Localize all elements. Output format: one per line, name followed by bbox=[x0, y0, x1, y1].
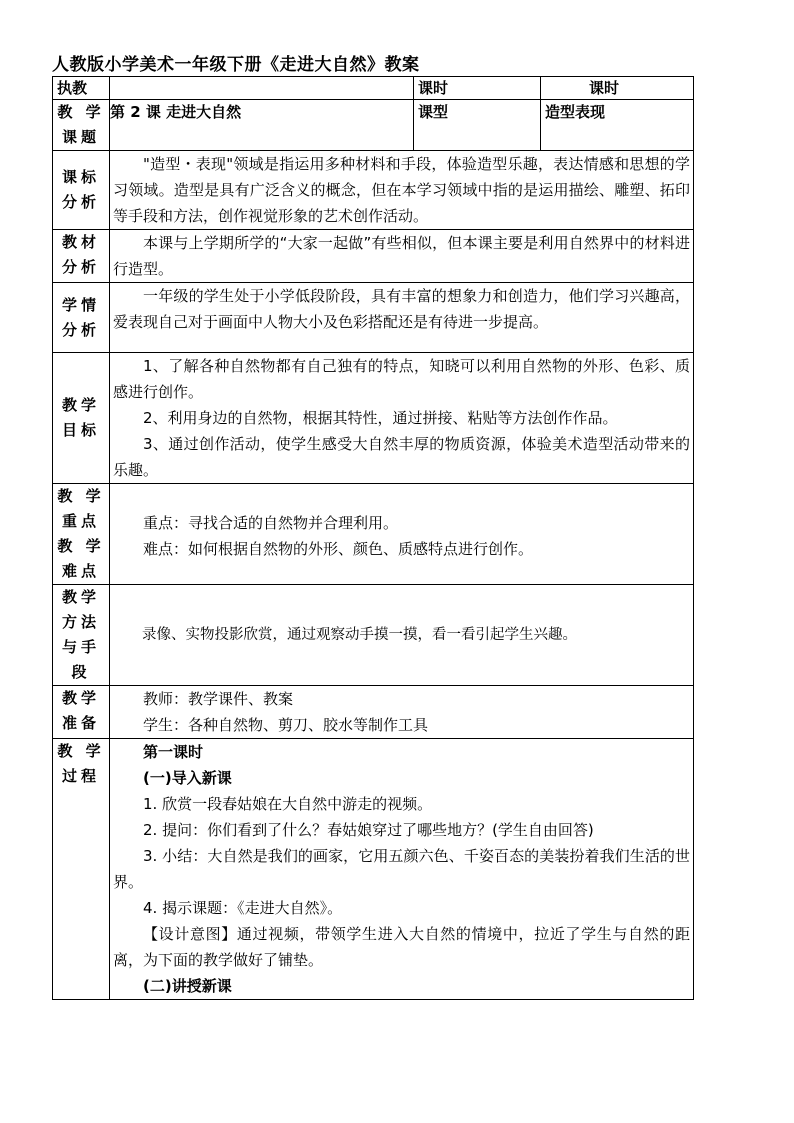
goal-item: 2、利用身边的自然物，根据其特性，通过拼接、粘贴等方法创作作品。 bbox=[143, 409, 618, 427]
students-text: 一年级的学生处于小学低段阶段，具有丰富的想象力和创造力，他们学习兴趣高，爱表现自己对于画面中人物大小及色彩搭配还是有待进一步提高。 bbox=[110, 283, 694, 353]
process-label: 教 学 过程 bbox=[53, 739, 110, 1000]
period-heading: 第一课时 bbox=[143, 743, 204, 761]
teacher-preparation: 教师：教学课件、教案 bbox=[143, 690, 294, 708]
topic-row bbox=[53, 100, 694, 151]
period-label-2: 课时 bbox=[541, 77, 694, 100]
process-step: 1. 欣赏一段春姑娘在大自然中游走的视频。 bbox=[143, 795, 433, 813]
key-point: 重点：寻找合适的自然物并合理利用。 bbox=[143, 514, 399, 532]
textbook-label: 教材 分析 bbox=[53, 230, 110, 283]
period-label-1: 课时 bbox=[414, 77, 541, 100]
key-points-text bbox=[110, 484, 694, 585]
students-label: 学情 分析 bbox=[53, 283, 110, 353]
standard-text: "造型・表现"领域是指运用多种材料和手段，体验造型乐趣，表达情感和思想的学习领域。造型是具有广泛含义的概念，但在本学习领域中指的是运用描绘、雕塑、拓印等手段和方法，创作视觉形象的艺术创作活动。 bbox=[110, 151, 694, 230]
process-row bbox=[53, 739, 694, 1000]
standard-label: 课标 分析 bbox=[53, 151, 110, 230]
textbook-row bbox=[53, 230, 694, 283]
lesson-title: 第 2 课 走进大自然 bbox=[110, 100, 414, 151]
methods-label: 教学 方法 与手 段 bbox=[53, 585, 110, 686]
topic-label: 教 学 课题 bbox=[53, 100, 110, 151]
section-heading: (二)讲授新课 bbox=[143, 977, 232, 995]
preparation-label: 教学 准备 bbox=[53, 686, 110, 739]
lesson-type-value: 造型表现 bbox=[541, 100, 694, 151]
process-step: 4. 揭示课题：《走进大自然》。 bbox=[143, 899, 343, 917]
process-text bbox=[110, 739, 694, 1000]
difficulty-point: 难点：如何根据自然物的外形、颜色、质感特点进行创作。 bbox=[143, 540, 534, 558]
goals-list bbox=[110, 353, 694, 484]
key-points-label: 教 学 重点 教 学 难点 bbox=[53, 484, 110, 585]
document-title: 人教版小学美术一年级下册《走进大自然》教案 bbox=[52, 55, 420, 75]
goal-item: 1、了解各种自然物都有自己独有的特点，知晓可以利用自然物的外形、色彩、质感进行创作。 bbox=[113, 357, 690, 401]
design-intent: 【设计意图】通过视频，带领学生进入大自然的情境中，拉近了学生与自然的距离，为下面的教学做好了铺垫。 bbox=[113, 925, 690, 969]
process-step: 2. 提问：你们看到了什么？春姑娘穿过了哪些地方？(学生自由回答) bbox=[143, 821, 594, 839]
students-row bbox=[53, 283, 694, 353]
teacher-value bbox=[110, 77, 414, 100]
goals-row bbox=[53, 353, 694, 484]
lesson-type-label: 课型 bbox=[414, 100, 541, 151]
student-preparation: 学生：各种自然物、剪刀、胶水等制作工具 bbox=[143, 716, 429, 734]
process-step: 3. 小结：大自然是我们的画家，它用五颜六色、千姿百态的美装扮着我们生活的世界。 bbox=[113, 847, 690, 891]
key-points-row bbox=[53, 484, 694, 585]
preparation-row bbox=[53, 686, 694, 739]
standard-row bbox=[53, 151, 694, 230]
methods-text: 录像、实物投影欣赏，通过观察动手摸一摸，看一看引起学生兴趣。 bbox=[110, 585, 694, 686]
textbook-text: 本课与上学期所学的“大家一起做”有些相似，但本课主要是利用自然界中的材料进行造型。 bbox=[110, 230, 694, 283]
methods-row bbox=[53, 585, 694, 686]
section-heading: (一)导入新课 bbox=[143, 769, 232, 787]
teacher-label: 执教 bbox=[53, 77, 110, 100]
goal-item: 3、通过创作活动，使学生感受大自然丰厚的物质资源，体验美术造型活动带来的乐趣。 bbox=[113, 435, 690, 479]
goals-label: 教学 目标 bbox=[53, 353, 110, 484]
header-row bbox=[53, 77, 694, 100]
lesson-plan-table bbox=[52, 76, 694, 1000]
preparation-text bbox=[110, 686, 694, 739]
